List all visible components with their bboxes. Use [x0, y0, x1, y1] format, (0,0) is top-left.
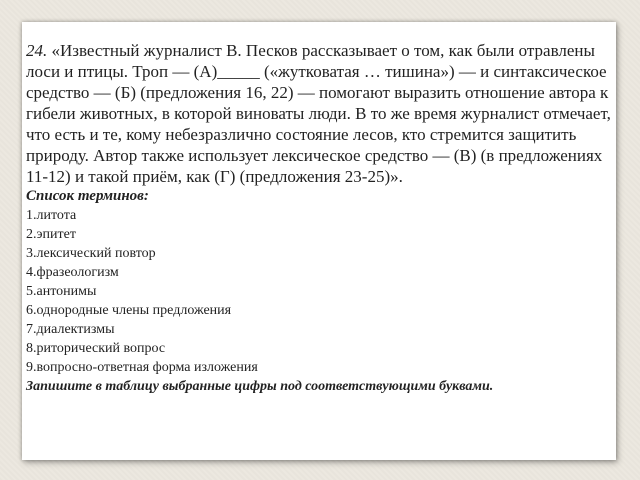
task-paragraph [26, 40, 614, 187]
task-number: 24. [26, 41, 48, 60]
term-item: 3.лексический повтор [26, 246, 156, 261]
term-item: 4.фразеологизм [26, 265, 119, 280]
term-item: 9.вопросно-ответная форма изложения [26, 360, 258, 375]
terms-title: Список терминов: [26, 188, 149, 204]
term-item: 5.антонимы [26, 284, 97, 299]
term-item: 6.однородные члены предложения [26, 303, 232, 318]
terms-list [26, 206, 614, 377]
term-item: 1.литота [26, 208, 77, 223]
task-text: «Известный журналист В. Песков рассказывает о том, как были отравлены лоси и птицы. Троп — (А)_____ («жутковатая … тишина») — и синтаксическое средство — (Б) (предложения 16, 22) — помогают выразить отношение автора к гибели животных, в которой виноваты люди. В то же время журналист отмечает, что есть и те, кому небезразлично состояние лесов, кто стремится защитить природу. Автор также использует лексическое средство — (В) (в предложениях 11-12) и такой приём, как (Г) (предложения 23-25)». [26, 41, 611, 186]
term-item: 7.диалектизмы [26, 322, 115, 337]
slide-content [26, 40, 614, 396]
term-item: 8.риторический вопрос [26, 341, 166, 356]
instruction-text: Запишите в таблицу выбранные цифры под соответствующими буквами. [26, 379, 494, 394]
slide [22, 22, 616, 460]
term-item: 2.эпитет [26, 227, 76, 242]
